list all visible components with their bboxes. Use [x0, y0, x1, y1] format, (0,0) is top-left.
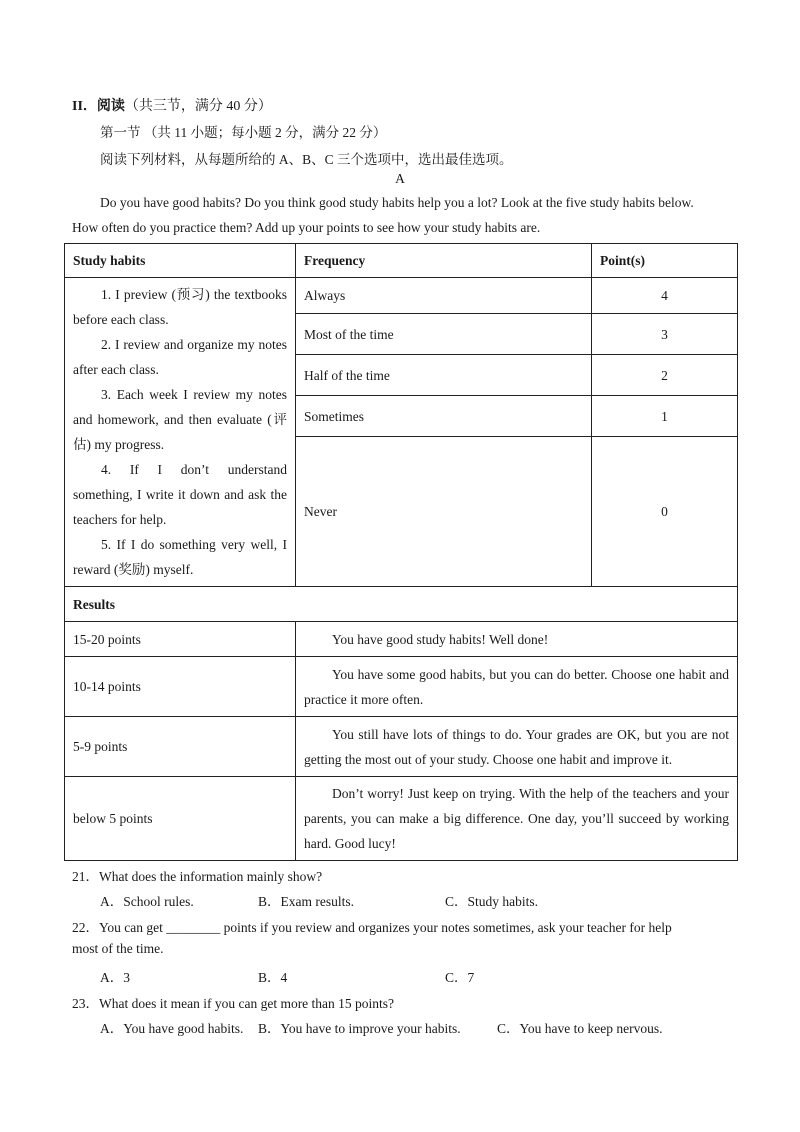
points-cell: 1 [592, 396, 738, 437]
table-header-row [65, 244, 738, 278]
passage-label: A [395, 171, 405, 186]
section-title-bold: II．阅读 [72, 99, 125, 114]
question-21-option-a[interactable]: A．School rules. [100, 894, 194, 909]
result-text: You have some good habits, but you can do better. Choose one habit and practice it more often. [304, 666, 729, 707]
question-23-option-a[interactable]: A．You have good habits. [100, 1021, 244, 1036]
question-22-option-c[interactable]: C．7 [445, 970, 475, 985]
study-habits-table [64, 243, 738, 861]
result-range: 5-9 points [65, 717, 296, 777]
result-range: 10-14 points [65, 657, 296, 717]
result-row [65, 717, 738, 777]
result-text-cell [296, 717, 738, 777]
question-23-option-c[interactable]: C．You have to keep nervous. [497, 1021, 663, 1036]
header-points: Point(s) [592, 244, 738, 278]
question-23-stem: 23．What does it mean if you can get more than 15 points? [72, 996, 395, 1011]
question-23-option-b[interactable]: B．You have to improve your habits. [258, 1021, 461, 1036]
intro-line-2: How often do you practice them? Add up your points to see how your study habits are. [72, 220, 541, 235]
question-22-option-a[interactable]: A．3 [100, 970, 130, 985]
habit-item: 4. If I don’t understand something, I write it down and ask the teachers for help. [73, 462, 287, 527]
points-cell: 2 [592, 355, 738, 396]
result-text: Don’t worry! Just keep on trying. With the help of the teachers and your parents, you can make a big difference. One day, you’ll succeed by working hard. Good lucy! [304, 786, 729, 851]
section-title [72, 95, 272, 115]
part-heading: 第一节 （共 11 小题；每小题 2 分，满分 22 分） [100, 125, 387, 140]
header-study-habits: Study habits [65, 244, 296, 278]
frequency-cell: Half of the time [296, 355, 592, 396]
question-22-option-b[interactable]: B．4 [258, 970, 288, 985]
habit-item: 2. I review and organize my notes after each class. [73, 337, 287, 377]
habit-item: 1. I preview (预习) the textbooks before each class. [73, 287, 287, 327]
frequency-cell: Always [296, 278, 592, 314]
points-cell: 0 [592, 437, 738, 587]
result-text-cell [296, 777, 738, 861]
results-header-row [65, 587, 738, 622]
question-21-option-b[interactable]: B．Exam results. [258, 894, 354, 909]
result-text: You still have lots of things to do. Your grades are OK, but you are not getting the most out of your study. Choose one habit and improve it. [304, 726, 729, 767]
question-21-stem: 21．What does the information mainly show? [72, 869, 323, 884]
question-22-stem-continued: most of the time. [72, 941, 164, 956]
habit-item: 5. If I do something very well, I reward (奖励) myself. [73, 537, 287, 577]
instructions: 阅读下列材料，从每题所给的 A、B、C 三个选项中，选出最佳选项。 [100, 152, 513, 167]
habit-item: 3. Each week I review my notes and homework, and then evaluate (评估) my progress. [73, 387, 287, 452]
intro-line-1: Do you have good habits? Do you think good study habits help you a lot? Look at the five study habits below. [100, 195, 694, 210]
table-row [65, 278, 738, 314]
frequency-cell: Sometimes [296, 396, 592, 437]
results-header: Results [65, 587, 738, 622]
result-text-cell [296, 622, 738, 657]
frequency-cell: Never [296, 437, 592, 587]
result-range: below 5 points [65, 777, 296, 861]
result-row [65, 777, 738, 861]
section-title-rest: （共三节，满分 40 分） [124, 99, 272, 114]
result-text-cell [296, 657, 738, 717]
result-row [65, 657, 738, 717]
result-range: 15-20 points [65, 622, 296, 657]
question-21-option-c[interactable]: C．Study habits. [445, 894, 539, 909]
result-row [65, 622, 738, 657]
question-22-stem: 22．You can get ________ points if you review and organizes your notes sometimes, ask your teacher for help [72, 920, 672, 935]
result-text: You have good study habits! Well done! [332, 631, 549, 647]
points-cell: 4 [592, 278, 738, 314]
points-cell: 3 [592, 314, 738, 355]
habits-list-cell [65, 278, 296, 587]
frequency-cell: Most of the time [296, 314, 592, 355]
header-frequency: Frequency [296, 244, 592, 278]
